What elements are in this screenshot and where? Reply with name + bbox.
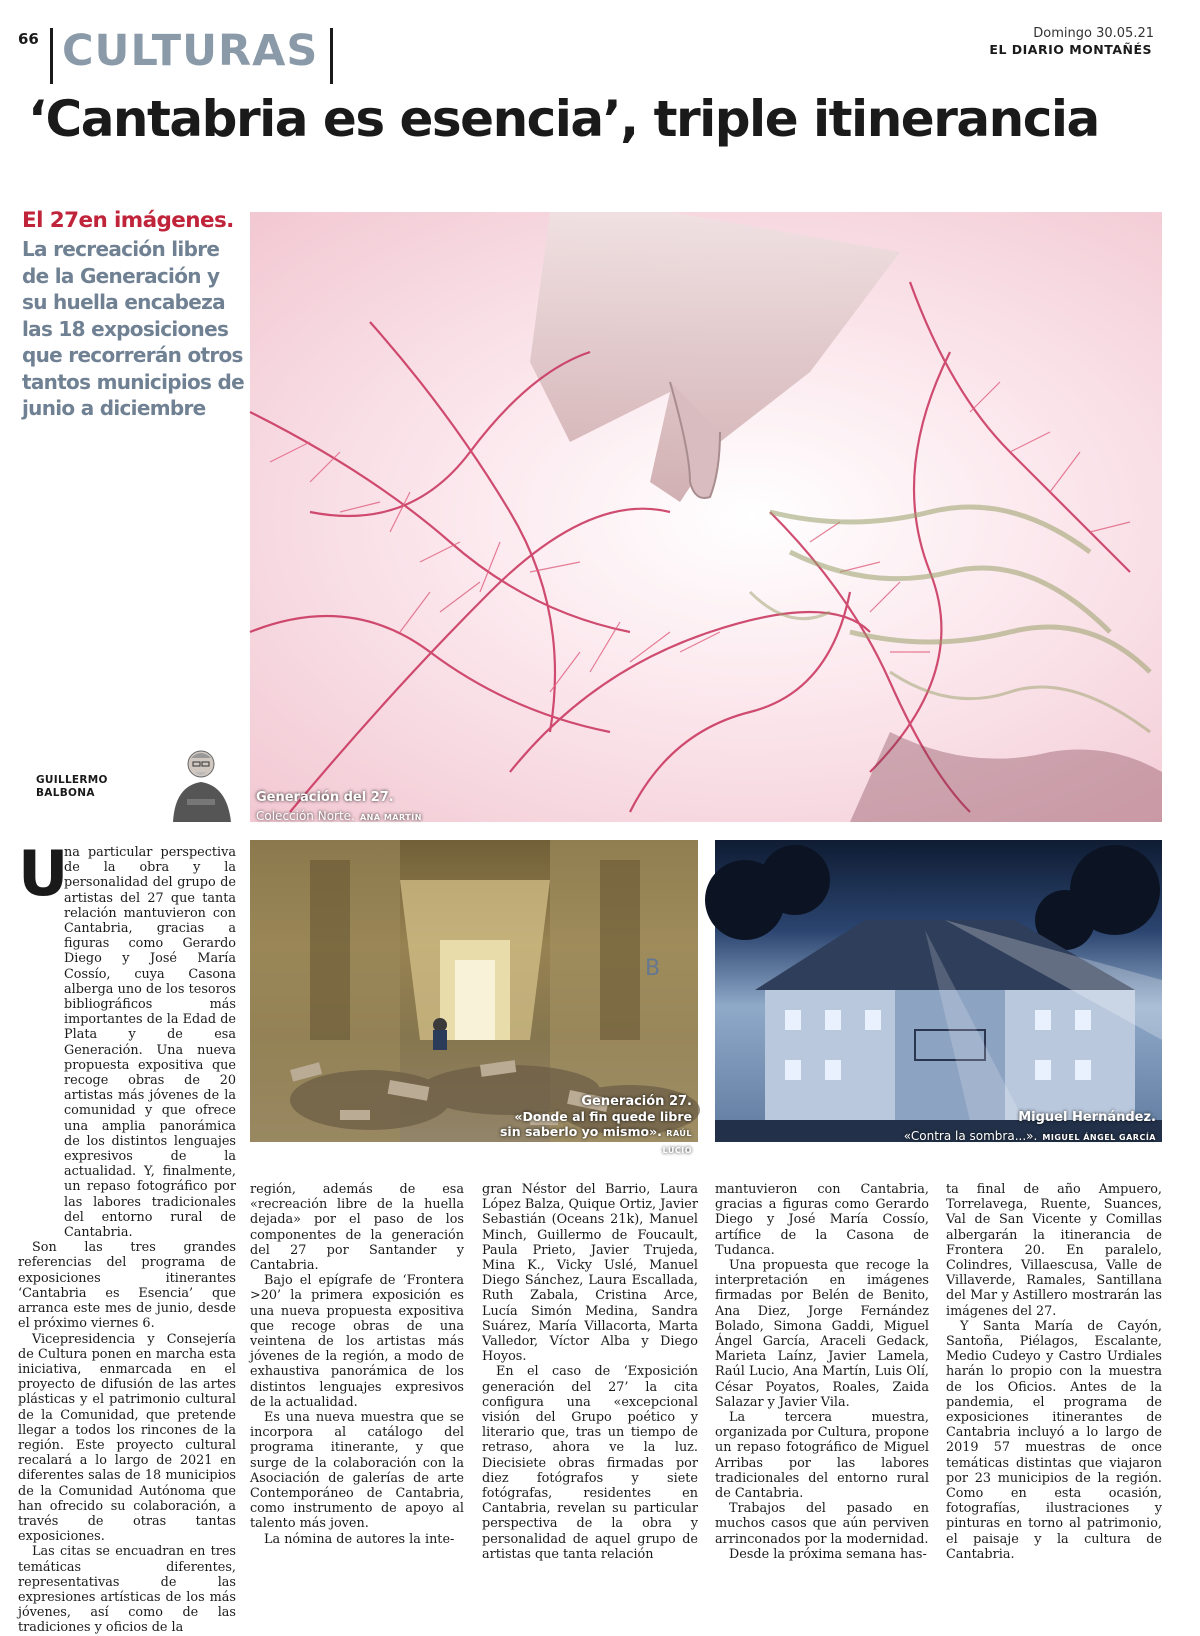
section-divider-left	[50, 28, 53, 84]
seaweed-illustration	[250, 212, 1162, 822]
paragraph: Las citas se encuadran en tres temáticas diferentes, representativas de las expresiones artísticas de los más jóvenes, así como de las tradiciones y oficios de la	[18, 1544, 236, 1636]
paragraph: Y Santa María de Cayón, Santoña, Piélagos, Escalante, Medio Cudeyo y Castro Urdiales harán lo propio con la muestra de los Oficios. Antes de la pandemia, el programa de exposiciones itinerantes de Cantabria incluyó a lo largo de 2019 57 muestras de once temáticas distintas que viajaron por 23 municipios de la región. Como en esta ocasión, fotografías, ilustraciones y pinturas en torno al patrimonio, el paisaje y la cultura de Cantabria.	[946, 1318, 1162, 1562]
ruin-photo	[250, 840, 698, 1155]
paragraph: na particular perspectiva de la obra y la personalidad del grupo de artistas del 27 que tanta relación mantuvieron con Cantabria, gracias a figuras como Gerardo Diego y José María Cossío, cuya Casona alberga uno de los tesoros bibliográficos más importantes de la Edad de Plata y de esa Generación. Una nueva propuesta expositiva que recoge obras de 20 artistas más jóvenes de la comunidad y que ofrece una amplia panorámica de los distintos lenguajes expresivos de la actualidad. Y, finalmente, un repaso fotográfico por las labores tradicionales del entorno rural de Cantabria.	[64, 845, 236, 1241]
author-byline	[36, 774, 108, 800]
svg-text:B: B	[645, 956, 661, 981]
author-first-name: GUILLERMO	[36, 774, 108, 786]
ruin-photo-caption-title: Generación 27.	[581, 1094, 692, 1109]
paragraph: Es una nueva muestra que se incorpora al catálogo del programa itinerante, y que surge de la colaboración con la Asociación de galerías de arte Contemporáneo de Cantabria, como instrumento de apoyo al talento más joven.	[250, 1410, 464, 1532]
dropcap: U	[18, 837, 69, 910]
column-2	[250, 1182, 464, 1547]
paragraph: Son las tres grandes referencias del programa de exposiciones itinerantes ‘Cantabria es Esencia’ que arranca este mes de junio, desde el próximo viernes 6.	[18, 1240, 236, 1332]
main-photo-caption	[256, 790, 422, 824]
house-photo-caption	[904, 1110, 1156, 1144]
kicker: El 27en imágenes.	[22, 208, 234, 233]
paragraph: gran Néstor del Barrio, Laura López Balza, Quique Ortiz, Javier Sebastián (Oceans 21k), Manuel Minch, Guillermo de Foucault, Paula Prieto, Javier Trujeda, Mina K., Vicky Uslé, Manuel Diego Sánchez, Laura Escallada, Ruth Zabala, Cristina Arce, Lucía Simón Medina, Sandra Suárez, María Villacorta, Marta Valledor, Víctor Alba y Diego Hoyos.	[482, 1182, 698, 1365]
section-divider-right	[330, 28, 333, 84]
author-last-name: BALBONA	[36, 787, 95, 799]
paragraph: Una propuesta que recoge la interpretación en imágenes firmadas por Belén de Benito, Ana Diez, Jorge Fernández Bolado, Simona Gaddi, Miguel Ángel García, Araceli Gedack, Marieta Laínz, Javier Lamela, Raúl Lucio, Ana Martín, Luis Olí, César Poyatos, Roales, Zaida Salazar y Javier Vila.	[715, 1258, 929, 1410]
author-photo	[165, 742, 235, 822]
main-photo-credit: ANA MARTÍN	[359, 813, 422, 822]
headline: ‘Cantabria es esencia’, triple itinerancia	[28, 90, 1099, 148]
paragraph: región, además de esa «recreación libre de la huella dejada» por el paso de los componentes de la generación del 27 por Santander y Cantabria.	[250, 1182, 464, 1274]
deck: La recreación libre de la Generación y su huella encabeza las 18 exposiciones que recorrerán otros tantos municipios de junio a diciembre	[22, 237, 245, 420]
issue-date: Domingo 30.05.21	[1033, 26, 1154, 41]
paragraph: mantuvieron con Cantabria, gracias a figuras como Gerardo Diego y José María Cossío, artífice de la Casona de Tudanca.	[715, 1182, 929, 1258]
ruin-photo-caption-subtitle: «Donde al fin quede libre sin saberlo yo mismo».	[499, 1109, 692, 1139]
paragraph: La nómina de autores la inte-	[264, 1531, 455, 1547]
house-photo	[715, 840, 1162, 1142]
section-title: CULTURAS	[62, 26, 319, 76]
ruin-photo-credit: RAÚL LUCIO	[662, 1129, 692, 1155]
house-photo-caption-title: Miguel Hernández.	[1018, 1110, 1156, 1125]
paragraph: ta final de año Ampuero, Torrelavega, Ruente, Suances, Val de San Vicente y Comillas albergarán la itinerancia de Frontera 20. En paralelo, Colindres, Villaescusa, Valle de Villaverde, Ramales, Santillana del Mar y Astillero mostrarán las imágenes del 27.	[946, 1182, 1162, 1319]
main-photo-caption-title: Generación del 27.	[256, 790, 394, 805]
paragraph: Vicepresidencia y Consejería de Cultura ponen en marcha esta iniciativa, enmarcada en el proyecto de difusión de las artes plásticas y el patrimonio cultural de la Comunidad, que pretende llegar a todos los rincones de la región. Este proyecto cultural recalará a lo largo de 2021 en diferentes salas de 18 municipios de la Comunidad Autónoma que han ofrecido su colaboración, a través de otras tantas exposiciones.	[18, 1331, 236, 1545]
column-3	[482, 1182, 698, 1562]
column-5	[946, 1182, 1162, 1562]
column-1	[18, 837, 236, 1636]
ruin-photo-caption	[492, 1094, 692, 1158]
house-photo-credit: MIGUEL ÁNGEL GARCÍA	[1042, 1133, 1156, 1142]
column-4	[715, 1182, 929, 1562]
paragraph: Bajo el epígrafe de ‘Frontera >20’ la primera exposición es una nueva propuesta expositiva que recoge obras de una veintena de los artistas más jóvenes de la región, a modo de exhaustiva panorámica de los distintos lenguajes expresivos de la actualidad.	[250, 1273, 464, 1410]
house-photo-caption-subtitle: «Contra la sombra...».	[903, 1129, 1038, 1143]
paragraph: En el caso de ‘Exposición generación del 27’ la cita configura una «excepcional visión del Grupo poético y literario que, tras un tiempo de retraso, ahora ve la luz. Diecisiete obras firmadas por diez fotógrafos y siete fotógrafas, residentes en Cantabria, revelan su particular perspectiva de la obra y personalidad de aquel grupo de artistas que tanta relación	[482, 1364, 698, 1562]
page-number: 66	[18, 30, 39, 48]
paragraph: Trabajos del pasado en muchos casos que aún perviven arrinconados por la modernidad.	[715, 1501, 929, 1547]
paragraph: La tercera muestra, organizada por Cultura, propone un repaso fotográfico de Miguel Arribas por las labores tradicionales del entorno rural de Cantabria.	[715, 1410, 929, 1502]
paragraph: Desde la próxima semana has-	[729, 1546, 927, 1562]
main-photo-caption-subtitle: Colección Norte.	[256, 809, 355, 823]
main-photo	[250, 212, 1162, 822]
newspaper-name: EL DIARIO MONTAÑÉS	[989, 42, 1152, 57]
